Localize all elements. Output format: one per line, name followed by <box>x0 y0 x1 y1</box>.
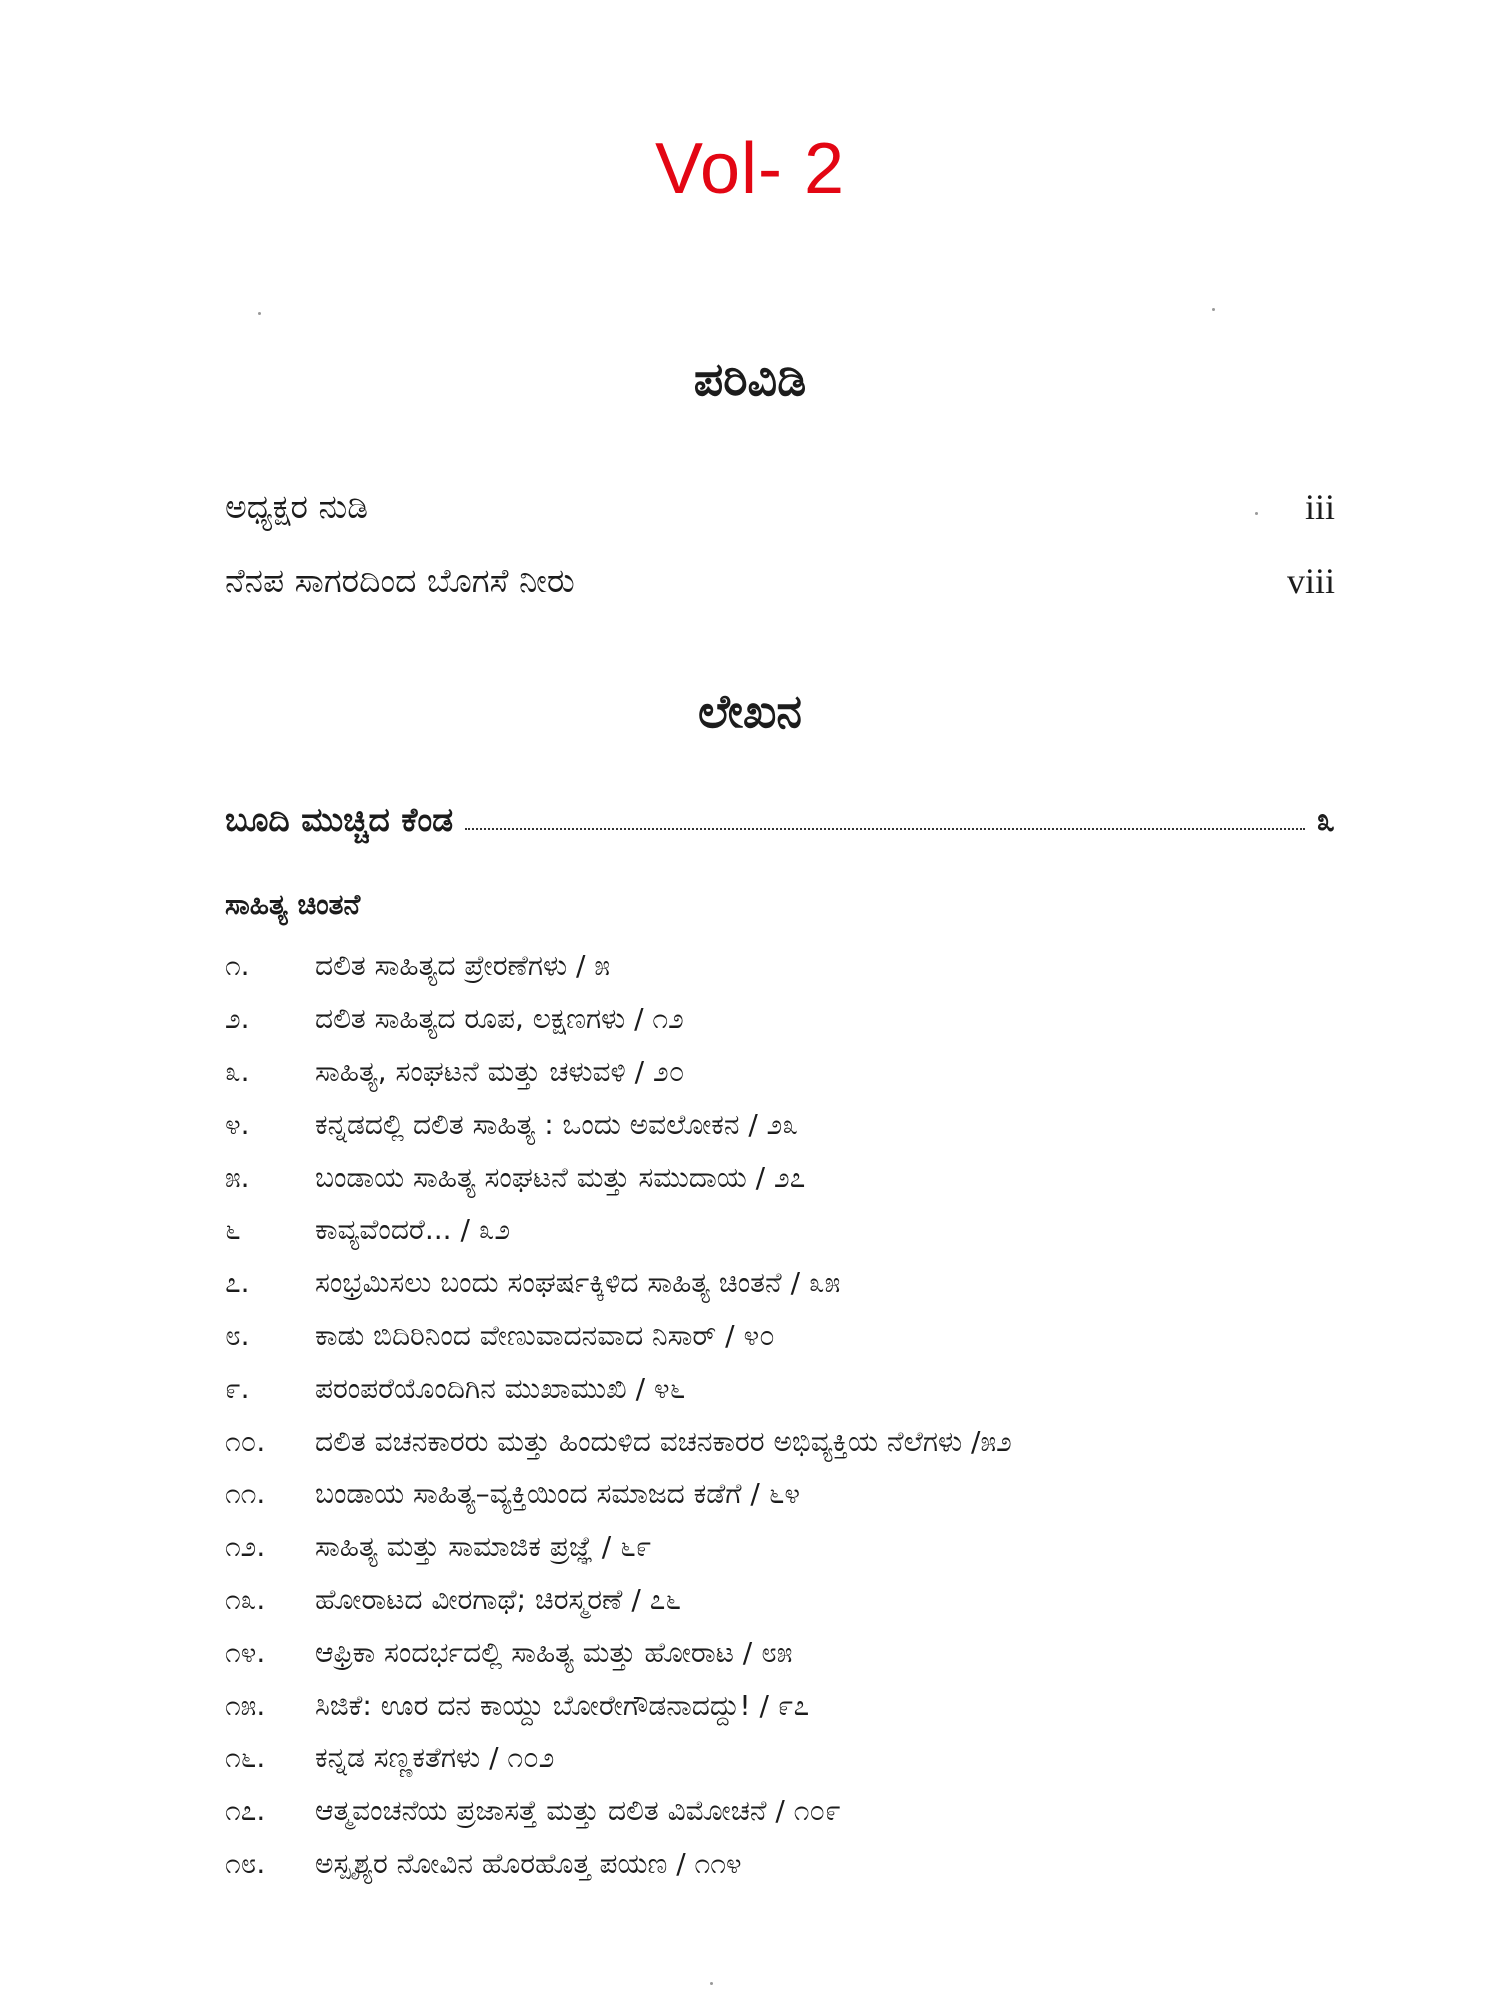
front-matter-title: ಅಧ್ಯಕ್ಷರ ನುಡಿ <box>225 487 369 526</box>
lead-article-entry <box>225 790 1335 840</box>
toc-entry <box>225 1098 1345 1151</box>
toc-entry-text: ದಲಿತ ಸಾಹಿತ್ಯದ ಪ್ರೇರಣೆಗಳು / ೫ <box>315 949 611 983</box>
toc-list <box>225 940 1345 1890</box>
toc-entry-number: ೮. <box>225 1318 250 1352</box>
lead-article-page: ೩ <box>1316 800 1335 839</box>
toc-entry <box>225 1679 1345 1732</box>
toc-entry <box>225 1362 1345 1415</box>
toc-entry-number: ೧೩. <box>225 1582 266 1616</box>
toc-entry-number: ೧. <box>225 949 250 983</box>
toc-entry <box>225 1732 1345 1785</box>
front-matter-entry <box>225 482 1335 532</box>
toc-entry <box>225 1838 1345 1891</box>
front-matter-page: iii <box>1304 487 1335 527</box>
front-matter-entry <box>225 556 1335 606</box>
paper-speck <box>1255 512 1258 515</box>
toc-entry <box>225 1415 1345 1468</box>
toc-entry-text: ಸಾಹಿತ್ಯ ಮತ್ತು ಸಾಮಾಜಿಕ ಪ್ರಜ್ಞೆ / ೬೯ <box>315 1530 652 1564</box>
volume-label: Vol- 2 <box>654 129 846 209</box>
toc-entry <box>225 1257 1345 1310</box>
toc-entry-text: ಹೋರಾಟದ ವೀರಗಾಥೆ; ಚಿರಸ್ಮರಣೆ / ೭೬ <box>315 1582 682 1616</box>
toc-entry-number: ೧೭. <box>225 1794 266 1828</box>
toc-entry-text: ದಲಿತ ಸಾಹಿತ್ಯದ ರೂಪ, ಲಕ್ಷಣಗಳು / ೧೨ <box>315 1002 684 1036</box>
toc-entry-text: ಸಿಜಿಕೆ: ಊರ ದನ ಕಾಯ್ದು ಬೋರೇಗೌಡನಾದದ್ದು! / ೯೭ <box>315 1688 810 1722</box>
toc-entry-number: ೧೧. <box>225 1477 266 1511</box>
toc-entry-text: ಸಾಹಿತ್ಯ, ಸಂಘಟನೆ ಮತ್ತು ಚಳುವಳಿ / ೨೦ <box>315 1054 685 1088</box>
toc-entry-text: ಬಂಡಾಯ ಸಾಹಿತ್ಯ ಸಂಘಟನೆ ಮತ್ತು ಸಮುದಾಯ / ೨೭ <box>315 1160 806 1194</box>
toc-entry <box>225 1046 1345 1099</box>
toc-entry-text: ಕನ್ನಡ ಸಣ್ಣಕತೆಗಳು / ೧೦೨ <box>315 1741 555 1775</box>
toc-entry-text: ಆತ್ಮವಂಚನೆಯ ಪ್ರಜಾಸತ್ತೆ ಮತ್ತು ದಲಿತ ವಿಮೋಚನೆ / ೧೦೯ <box>315 1794 841 1828</box>
toc-entry <box>225 1310 1345 1363</box>
toc-entry-number: ೧೨. <box>225 1530 266 1564</box>
toc-entry-number: ೧೮. <box>225 1846 266 1880</box>
toc-entry-number: ೫. <box>225 1160 250 1194</box>
toc-entry <box>225 1468 1345 1521</box>
contents-heading: ಪರಿವಿಡಿ <box>693 352 807 406</box>
toc-entry <box>225 993 1345 1046</box>
toc-entry-text: ದಲಿತ ವಚನಕಾರರು ಮತ್ತು ಹಿಂದುಳಿದ ವಚನಕಾರರ ಅಭಿವ್ಯಕ್ತಿಯ ನೆಲೆಗಳು /೫೨ <box>315 1424 1012 1458</box>
toc-entry-number: ೩. <box>225 1054 250 1088</box>
toc-entry-number: ೪. <box>225 1107 250 1141</box>
toc-entry-number: ೬ <box>225 1213 241 1247</box>
toc-entry-number: ೧೦. <box>225 1424 266 1458</box>
toc-entry-number: ೭. <box>225 1266 250 1300</box>
toc-entry-number: ೧೫. <box>225 1688 266 1722</box>
articles-heading: ಲೇಖನ <box>698 684 802 738</box>
toc-entry-text: ಆಫ್ರಿಕಾ ಸಂದರ್ಭದಲ್ಲಿ ಸಾಹಿತ್ಯ ಮತ್ತು ಹೋರಾಟ / ೮೫ <box>315 1635 793 1669</box>
toc-entry-number: ೧೬. <box>225 1741 266 1775</box>
section-title: ಸಾಹಿತ್ಯ ಚಿಂತನೆ <box>225 888 361 921</box>
toc-entry <box>225 1785 1345 1838</box>
paper-speck <box>258 312 261 315</box>
toc-entry-text: ಅಸ್ಪೃಶ್ಯರ ನೋವಿನ ಹೊರಹೊತ್ತ ಪಯಣ / ೧೧೪ <box>315 1846 742 1880</box>
lead-article-title: ಬೂದಿ ಮುಚ್ಚಿದ ಕೆಂಡ <box>225 800 454 839</box>
paper-speck <box>1212 308 1215 311</box>
toc-entry-text: ಪರಂಪರೆಯೊಂದಿಗಿನ ಮುಖಾಮುಖಿ / ೪೬ <box>315 1371 686 1405</box>
toc-entry <box>225 1626 1345 1679</box>
toc-entry-text: ಬಂಡಾಯ ಸಾಹಿತ್ಯ–ವ್ಯಕ್ತಿಯಿಂದ ಸಮಾಜದ ಕಡೆಗೆ / ೬೪ <box>315 1477 801 1511</box>
toc-entry-number: ೨. <box>225 1002 250 1036</box>
toc-entry <box>225 1151 1345 1204</box>
toc-entry <box>225 1574 1345 1627</box>
toc-entry <box>225 1204 1345 1257</box>
dot-leader <box>465 827 1304 830</box>
toc-entry-text: ಕಾವ್ಯವೆಂದರೆ... / ೩೨ <box>315 1213 511 1247</box>
toc-entry-text: ಕನ್ನಡದಲ್ಲಿ ದಲಿತ ಸಾಹಿತ್ಯ : ಒಂದು ಅವಲೋಕನ / ೨೩ <box>315 1107 799 1141</box>
paper-speck <box>710 1982 713 1985</box>
front-matter-title: ನೆನಪ ಸಾಗರದಿಂದ ಬೊಗಸೆ ನೀರು <box>225 561 575 600</box>
toc-entry-text: ಸಂಭ್ರಮಿಸಲು ಬಂದು ಸಂಘರ್ಷಕ್ಕಿಳಿದ ಸಾಹಿತ್ಯ ಚಿಂತನೆ / ೩೫ <box>315 1266 841 1300</box>
toc-entry-number: ೯. <box>225 1371 250 1405</box>
toc-entry <box>225 940 1345 993</box>
front-matter-page: viii <box>1286 561 1335 601</box>
toc-entry-number: ೧೪. <box>225 1635 266 1669</box>
toc-entry-text: ಕಾಡು ಬಿದಿರಿನಿಂದ ವೇಣುವಾದನವಾದ ನಿಸಾರ್ / ೪೦ <box>315 1318 775 1352</box>
toc-entry <box>225 1521 1345 1574</box>
